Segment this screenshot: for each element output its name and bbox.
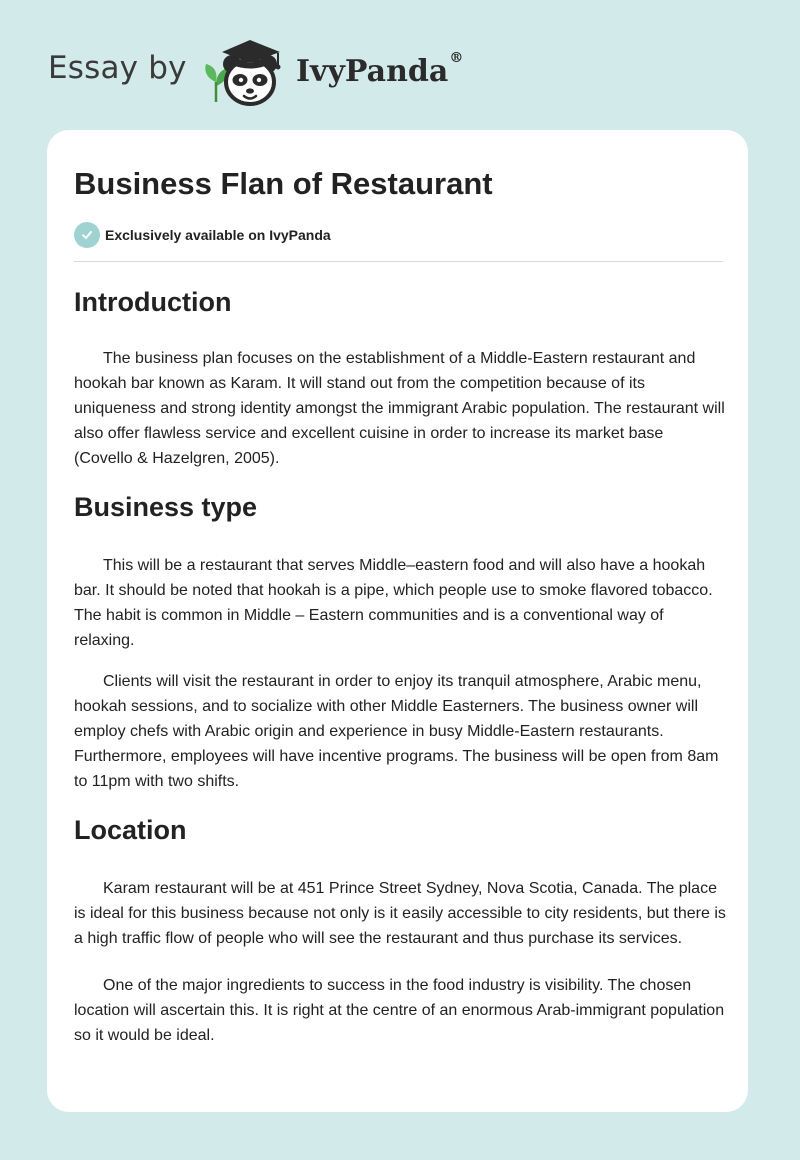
check-circle-icon <box>74 222 100 248</box>
brand-name-text: IvyPanda <box>296 54 449 89</box>
section-heading-location: Location <box>74 815 187 845</box>
title-divider <box>74 261 723 262</box>
paragraph: Clients will visit the restaurant in order to enjoy its tranquil atmosphere, Arabic menu, hookah sessions, and to socialize with other Middle Easterners. The business owner will employ chefs with Arabic origin and experience in busy Middle-Eastern restaurants. Furthermore, employees will have incentive programs. The business will be open from 8am to 11pm with two shifts. <box>74 673 719 790</box>
paragraph: Karam restaurant will be at 451 Prince Street Sydney, Nova Scotia, Canada. The place is ideal for this business because not only is it easily accessible to city residents, but there is a high traffic flow of people who will see the restaurant and thus purchase its services. <box>74 880 726 947</box>
essay-card <box>47 130 748 1112</box>
page-title: Business Flan of Restaurant <box>74 166 493 201</box>
paragraph: This will be a restaurant that serves Middle–eastern food and will also have a hookah bar. It should be noted that hookah is a pipe, which people use to smoke flavored tobacco. The habit is common in Middle – Eastern communities and is a conventional way of relaxing. <box>74 557 713 649</box>
exclusive-badge <box>74 222 331 248</box>
panda-graduate-icon[interactable] <box>202 30 294 110</box>
section-heading-introduction: Introduction <box>74 287 232 317</box>
paragraph: The business plan focuses on the establishment of a Middle-Eastern restaurant and hookah bar known as Karam. It will stand out from the competition because of its uniqueness and strong identity amongst the immigrant Arabic population. The restaurant will also offer flawless service and excellent cuisine in order to increase its market base (Covello & Hazelgren, 2005). <box>74 350 725 467</box>
site-header <box>48 30 548 110</box>
brand-prefix: Essay by <box>48 50 187 86</box>
exclusive-badge-text: Exclusively available on IvyPanda <box>105 227 331 243</box>
essay-content <box>74 280 726 1048</box>
paragraph: One of the major ingredients to success in the food industry is visibility. The chosen location will ascertain this. It is right at the centre of an enormous Arab-immigrant population so it would be ideal. <box>74 977 725 1044</box>
registered-mark: ® <box>449 50 464 66</box>
brand-name[interactable] <box>296 50 464 89</box>
section-heading-business-type: Business type <box>74 492 258 522</box>
